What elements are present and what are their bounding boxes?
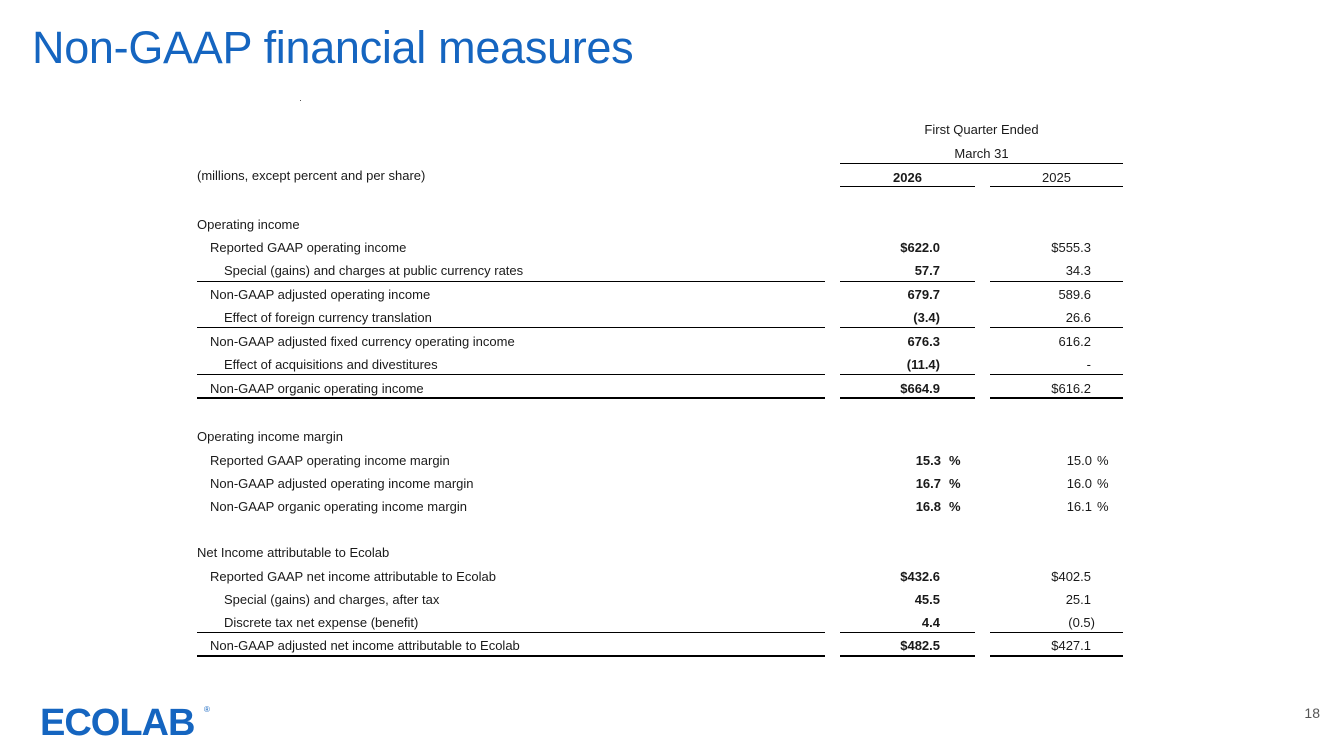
units-note: (millions, except percent and per share) bbox=[197, 168, 426, 183]
value-2026: 16.7 bbox=[915, 476, 941, 491]
percent-2025: % bbox=[1097, 476, 1109, 491]
table-row bbox=[0, 472, 1333, 495]
value-2025: - bbox=[1086, 357, 1091, 372]
row-label: Special (gains) and charges, after tax bbox=[224, 592, 440, 607]
row-rule-label bbox=[197, 632, 825, 633]
value-2025: 589.6 bbox=[1058, 287, 1091, 302]
row-label: Reported GAAP operating income bbox=[210, 240, 407, 255]
value-2026: $432.6 bbox=[900, 569, 940, 584]
table-row bbox=[0, 588, 1333, 611]
table-row bbox=[0, 611, 1333, 634]
row-label: Non-GAAP adjusted operating income bbox=[210, 287, 431, 302]
value-2025: 25.1 bbox=[1065, 592, 1091, 607]
row-label: Non-GAAP adjusted operating income margin bbox=[210, 476, 474, 491]
section-heading: Operating income margin bbox=[197, 429, 343, 444]
row-label: Discrete tax net expense (benefit) bbox=[224, 615, 419, 630]
value-2025: 16.0 bbox=[1066, 476, 1092, 491]
total-rule-label bbox=[197, 397, 825, 399]
column-2026-rule bbox=[840, 186, 975, 187]
row-rule-2026 bbox=[840, 327, 975, 328]
row-label: Non-GAAP adjusted net income attributable to Ecolab bbox=[210, 638, 520, 653]
value-2026: $622.0 bbox=[900, 240, 940, 255]
total-rule-label bbox=[197, 655, 825, 657]
total-rule-2025 bbox=[990, 655, 1123, 657]
registered-mark: ® bbox=[204, 705, 210, 714]
row-label: Non-GAAP organic operating income margin bbox=[210, 499, 468, 514]
value-2026: 57.7 bbox=[914, 263, 940, 278]
value-2026: 679.7 bbox=[907, 287, 940, 302]
value-2025: 616.2 bbox=[1058, 334, 1091, 349]
value-2025: $616.2 bbox=[1051, 381, 1091, 396]
period-header-line1: First Quarter Ended bbox=[924, 122, 1039, 137]
table-row bbox=[0, 306, 1333, 329]
value-2025: (0.5) bbox=[1068, 615, 1095, 630]
total-rule-2026 bbox=[840, 655, 975, 657]
table-row bbox=[0, 449, 1333, 472]
value-2026: 16.8 bbox=[915, 499, 941, 514]
row-label: Effect of acquisitions and divestitures bbox=[224, 357, 438, 372]
row-label: Non-GAAP organic operating income bbox=[210, 381, 424, 396]
value-2025: 26.6 bbox=[1065, 310, 1091, 325]
value-2025: $402.5 bbox=[1051, 569, 1091, 584]
row-rule-label bbox=[197, 327, 825, 328]
row-label: Effect of foreign currency translation bbox=[224, 310, 432, 325]
value-2025: $555.3 bbox=[1051, 240, 1091, 255]
value-2026: 15.3 bbox=[915, 453, 941, 468]
period-header-rule bbox=[840, 163, 1123, 164]
ecolab-logo-text: ECOLAB bbox=[40, 702, 195, 740]
value-2026: $482.5 bbox=[900, 638, 940, 653]
column-header-2026: 2026 bbox=[893, 170, 922, 185]
row-rule-2025 bbox=[990, 327, 1123, 328]
table-row bbox=[0, 634, 1333, 657]
value-2026: 676.3 bbox=[907, 334, 940, 349]
value-2025: 34.3 bbox=[1065, 263, 1091, 278]
table-row bbox=[0, 236, 1333, 259]
table-row bbox=[0, 565, 1333, 588]
section-heading: Operating income bbox=[197, 217, 300, 232]
row-rule-2026 bbox=[840, 281, 975, 282]
section-heading-row bbox=[0, 541, 1333, 564]
section-heading-row bbox=[0, 213, 1333, 236]
table-row bbox=[0, 353, 1333, 376]
page-title: Non-GAAP financial measures bbox=[32, 22, 634, 73]
total-rule-2026 bbox=[840, 397, 975, 399]
row-label: Special (gains) and charges at public currency rates bbox=[224, 263, 524, 278]
percent-2026: % bbox=[949, 499, 961, 514]
row-label: Reported GAAP net income attributable to Ecolab bbox=[210, 569, 496, 584]
value-2025: $427.1 bbox=[1051, 638, 1091, 653]
row-rule-label bbox=[197, 281, 825, 282]
row-rule-2026 bbox=[840, 632, 975, 633]
value-2025: 16.1 bbox=[1066, 499, 1092, 514]
column-header-2025: 2025 bbox=[1042, 170, 1071, 185]
total-rule-2025 bbox=[990, 397, 1123, 399]
table-row bbox=[0, 330, 1333, 353]
value-2025: 15.0 bbox=[1066, 453, 1092, 468]
period-header-line2: March 31 bbox=[954, 146, 1009, 161]
stray-dot bbox=[300, 100, 301, 101]
value-2026: 4.4 bbox=[921, 615, 940, 630]
percent-2025: % bbox=[1097, 499, 1109, 514]
value-2026: (11.4) bbox=[906, 357, 940, 372]
column-2025-rule bbox=[990, 186, 1123, 187]
ecolab-logo bbox=[40, 702, 212, 740]
row-rule-2025 bbox=[990, 374, 1123, 375]
value-2026: 45.5 bbox=[914, 592, 940, 607]
row-rule-2025 bbox=[990, 632, 1123, 633]
table-row bbox=[0, 495, 1333, 518]
row-label: Non-GAAP adjusted fixed currency operating income bbox=[210, 334, 515, 349]
table-row bbox=[0, 283, 1333, 306]
table-row bbox=[0, 259, 1333, 282]
value-2026: (3.4) bbox=[913, 310, 940, 325]
section-heading: Net Income attributable to Ecolab bbox=[197, 545, 390, 560]
value-2026: $664.9 bbox=[900, 381, 940, 396]
row-rule-2025 bbox=[990, 281, 1123, 282]
section-heading-row bbox=[0, 425, 1333, 448]
row-rule-2026 bbox=[840, 374, 975, 375]
row-label: Reported GAAP operating income margin bbox=[210, 453, 450, 468]
percent-2025: % bbox=[1097, 453, 1109, 468]
row-rule-label bbox=[197, 374, 825, 375]
page-number: 18 bbox=[1304, 705, 1320, 721]
percent-2026: % bbox=[949, 476, 961, 491]
percent-2026: % bbox=[949, 453, 961, 468]
